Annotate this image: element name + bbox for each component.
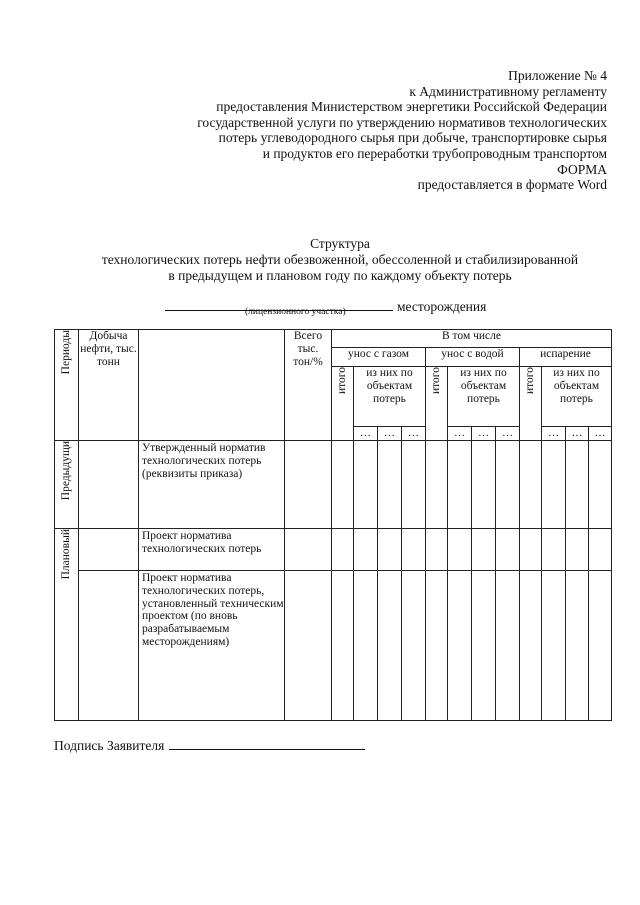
data-cell[interactable]	[448, 441, 472, 529]
dots-cell: …	[589, 427, 612, 441]
signature-blank[interactable]	[169, 737, 365, 750]
header-line: ФОРМА	[557, 161, 607, 177]
data-cell[interactable]	[448, 571, 472, 721]
header-subtotal: итого	[426, 367, 448, 441]
dots-cell: …	[402, 427, 426, 441]
data-cell[interactable]	[378, 571, 402, 721]
header-total: Всего тыс. тон/%	[285, 330, 332, 441]
table-row	[55, 571, 612, 721]
data-cell[interactable]	[426, 441, 448, 529]
header-line: Приложение № 4	[508, 68, 607, 83]
data-cell[interactable]	[566, 441, 589, 529]
period-planned: Плановый	[55, 529, 79, 721]
data-cell[interactable]	[589, 441, 612, 529]
header-by-objects: из них по объектам потерь	[542, 367, 612, 427]
dots-cell: …	[542, 427, 566, 441]
data-cell[interactable]	[520, 529, 542, 571]
document-title	[40, 236, 640, 283]
data-cell[interactable]	[542, 529, 566, 571]
header-line: потерь углеводородного сырья при добыче, транспортировке сырья	[218, 130, 607, 146]
data-cell[interactable]	[472, 571, 496, 721]
dots-cell: …	[378, 427, 402, 441]
data-cell[interactable]	[285, 571, 332, 721]
row-draft-norm: Проект норматива технологических потерь	[139, 529, 285, 571]
dots-cell: …	[496, 427, 520, 441]
data-cell[interactable]	[472, 441, 496, 529]
field-note: (лицензионного участка)	[245, 307, 346, 317]
document-header	[47, 68, 607, 193]
data-cell[interactable]	[354, 571, 378, 721]
header-line: предоставления Министерством энергетики Российской Федерации	[216, 99, 607, 115]
dots-cell: …	[472, 427, 496, 441]
data-cell[interactable]	[332, 529, 354, 571]
data-cell[interactable]	[496, 441, 520, 529]
data-cell[interactable]	[520, 571, 542, 721]
data-cell[interactable]	[79, 441, 139, 529]
table-row	[55, 529, 612, 571]
data-cell[interactable]	[542, 441, 566, 529]
data-cell[interactable]	[589, 571, 612, 721]
title-line: в предыдущем и плановом году по каждому объекту потерь	[168, 267, 512, 283]
data-cell[interactable]	[402, 571, 426, 721]
dots-cell: …	[354, 427, 378, 441]
data-cell[interactable]	[378, 441, 402, 529]
data-cell[interactable]	[426, 571, 448, 721]
data-cell[interactable]	[378, 529, 402, 571]
data-cell[interactable]	[566, 529, 589, 571]
data-cell[interactable]	[332, 441, 354, 529]
losses-table	[54, 329, 612, 721]
data-cell[interactable]	[496, 529, 520, 571]
header-line: предоставляется в формате Word	[417, 177, 607, 193]
header-including: В том числе	[332, 330, 612, 348]
data-cell[interactable]	[285, 441, 332, 529]
data-cell[interactable]	[496, 571, 520, 721]
period-previous: Предыдущи	[55, 441, 79, 529]
dots-cell: …	[566, 427, 589, 441]
data-cell[interactable]	[542, 571, 566, 721]
data-cell[interactable]	[354, 441, 378, 529]
data-cell[interactable]	[448, 529, 472, 571]
data-cell[interactable]	[402, 441, 426, 529]
title-line: Структура	[310, 236, 370, 251]
dots-cell: …	[448, 427, 472, 441]
header-line: государственной услуги по утверждению нормативов технологических	[197, 114, 607, 130]
data-cell[interactable]	[426, 529, 448, 571]
header-line: к Административному регламенту	[409, 83, 607, 99]
data-cell[interactable]	[354, 529, 378, 571]
signature-label: Подпись Заявителя	[54, 738, 165, 753]
header-periods: Периоды	[55, 330, 79, 441]
data-cell[interactable]	[79, 529, 139, 571]
row-draft-norm-project: Проект норматива технологических потерь, установленный техническим проектом (по вновь разрабатываемым месторождениям)	[139, 571, 285, 721]
row-approved-norm: Утвержденный норматив технологических потерь (реквизиты приказа)	[139, 441, 285, 529]
table-row	[55, 441, 612, 529]
data-cell[interactable]	[520, 441, 542, 529]
data-cell[interactable]	[472, 529, 496, 571]
header-by-objects: из них по объектам потерь	[448, 367, 520, 427]
header-production: Добыча нефти, тыс. тонн	[79, 330, 139, 441]
header-by-objects: из них по объектам потерь	[354, 367, 426, 427]
header-blank	[139, 330, 285, 441]
field-suffix: месторождения	[397, 299, 487, 314]
header-subtotal: итого	[332, 367, 354, 441]
data-cell[interactable]	[402, 529, 426, 571]
data-cell[interactable]	[79, 571, 139, 721]
data-cell[interactable]	[566, 571, 589, 721]
data-cell[interactable]	[285, 529, 332, 571]
data-cell[interactable]	[589, 529, 612, 571]
header-line: и продуктов его переработки трубопроводным транспортом	[262, 145, 607, 161]
title-line: технологических потерь нефти обезвоженной, обессоленной и стабилизированной	[101, 251, 579, 267]
header-subtotal: итого	[520, 367, 542, 441]
data-cell[interactable]	[332, 571, 354, 721]
signature-line	[54, 737, 365, 754]
header-water: унос с водой	[426, 348, 520, 367]
header-evaporation: испарение	[520, 348, 612, 367]
header-gas: унос с газом	[332, 348, 426, 367]
